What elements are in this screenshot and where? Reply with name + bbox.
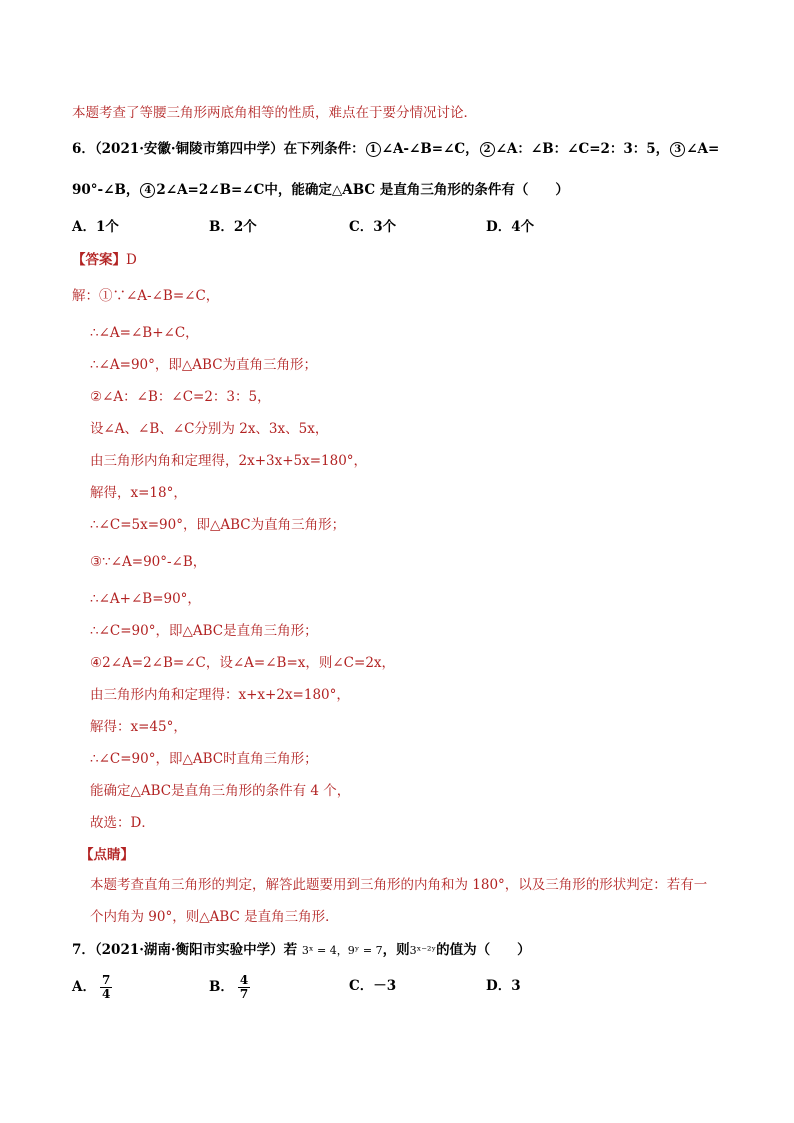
denominator: 7 xyxy=(239,987,249,1001)
option-label: B． xyxy=(209,979,234,995)
question-source: （2021·安徽·铜陵市第四中学） xyxy=(94,141,284,157)
solution-line: ②∠A：∠B：∠C=2：3：5， xyxy=(90,389,271,405)
solution-line: 解得：x=45°， xyxy=(90,719,187,735)
answer-line xyxy=(72,251,137,269)
stem-text: ，则 xyxy=(382,942,410,958)
condition-3: ∠A= xyxy=(686,141,720,157)
stem-question: 的值为（ ） xyxy=(436,942,531,958)
comment-line-2: 个内角为 90°，则△ABC 是直角三角形． xyxy=(90,909,339,925)
question-source: （2021·湖南·衡阳市实验中学） xyxy=(94,942,284,958)
stem-question: 中，能确定△ABC 是直角三角形的条件有（ ） xyxy=(264,182,569,198)
solution-line: 能确定△ABC是直角三角形的条件有 4 个， xyxy=(90,783,351,799)
stem-text: 在下列条件： xyxy=(283,141,365,157)
comment-line-1: 本题考查直角三角形的判定，解答此题要用到三角形的内角和为 180°，以及三角形的形状判定：若有一 xyxy=(90,877,708,893)
question-6-stem-line-1 xyxy=(72,140,719,158)
solution-line: 故选：D． xyxy=(90,815,155,831)
circle-2-icon: 2 xyxy=(480,142,495,157)
numerator: 7 xyxy=(101,973,111,987)
condition-4: 2∠A=2∠B=∠C xyxy=(156,182,265,198)
solution-line: 由三角形内角和定理得：x+x+2x=180°， xyxy=(90,687,350,703)
expression-1: 3ˣ = 4，9ʸ = 7 xyxy=(301,944,383,957)
previous-summary: 本题考查了等腰三角形两底角相等的性质，难点在于要分情况讨论． xyxy=(72,105,477,121)
option-label: A． xyxy=(72,979,96,995)
question-number: 6． xyxy=(72,141,95,157)
solution-line: ∴∠A+∠B=90°， xyxy=(90,591,201,607)
solution-line: 解得，x=18°， xyxy=(90,485,187,501)
option-a xyxy=(72,974,112,1001)
option-b: B．2个 xyxy=(209,219,257,235)
fraction xyxy=(238,974,250,1001)
option-d: D．4个 xyxy=(486,219,535,235)
question-number: 7． xyxy=(72,942,95,958)
option-c: C．－3 xyxy=(349,978,397,994)
solution-line: ∴∠C=90°，即△ABC时直角三角形； xyxy=(90,751,318,767)
solution-line: ∴∠C=5x=90°，即△ABC为直角三角形； xyxy=(90,517,346,533)
solution-line: ④2∠A=2∠B=∠C，设∠A=∠B=x，则∠C=2x， xyxy=(90,655,396,671)
solution-line: ∴∠C=90°，即△ABC是直角三角形； xyxy=(90,623,318,639)
solution-line: ∴∠A=∠B+∠C， xyxy=(90,325,199,341)
circle-4-icon: 4 xyxy=(140,183,155,198)
solution-line: 由三角形内角和定理得，2x+3x+5x=180°， xyxy=(90,453,368,469)
option-a: A．1个 xyxy=(72,219,119,235)
denominator: 4 xyxy=(101,987,111,1001)
question-7-stem xyxy=(72,941,531,960)
comment-tag: 【点睛】 xyxy=(80,847,134,863)
circle-3-icon: 3 xyxy=(670,142,685,157)
option-d: D．3 xyxy=(486,978,521,994)
condition-1: ∠A-∠B=∠C， xyxy=(381,141,479,157)
answer-value: D xyxy=(126,252,137,268)
fraction xyxy=(100,974,112,1001)
option-b xyxy=(209,974,250,1001)
solution-line: ∴∠A=90°，即△ABC为直角三角形； xyxy=(90,357,318,373)
numerator: 4 xyxy=(239,973,249,987)
condition-3-rest: 90°-∠B， xyxy=(72,182,140,198)
condition-2: ∠A：∠B：∠C=2：3：5， xyxy=(495,141,670,157)
solution-line: 解：①∵∠A-∠B=∠C， xyxy=(72,288,220,304)
solution-line: ③∵∠A=90°-∠B， xyxy=(90,554,207,570)
question-6-stem-line-2 xyxy=(72,181,569,199)
option-c: C．3个 xyxy=(349,219,397,235)
stem-text: 若 xyxy=(283,942,298,958)
solution-line: 设∠A、∠B、∠C分别为 2x、3x、5x， xyxy=(90,421,329,437)
expression-2: 3ˣ⁻²ʸ xyxy=(409,944,437,957)
circle-1-icon: 1 xyxy=(366,142,381,157)
answer-tag: 【答案】 xyxy=(72,252,126,268)
